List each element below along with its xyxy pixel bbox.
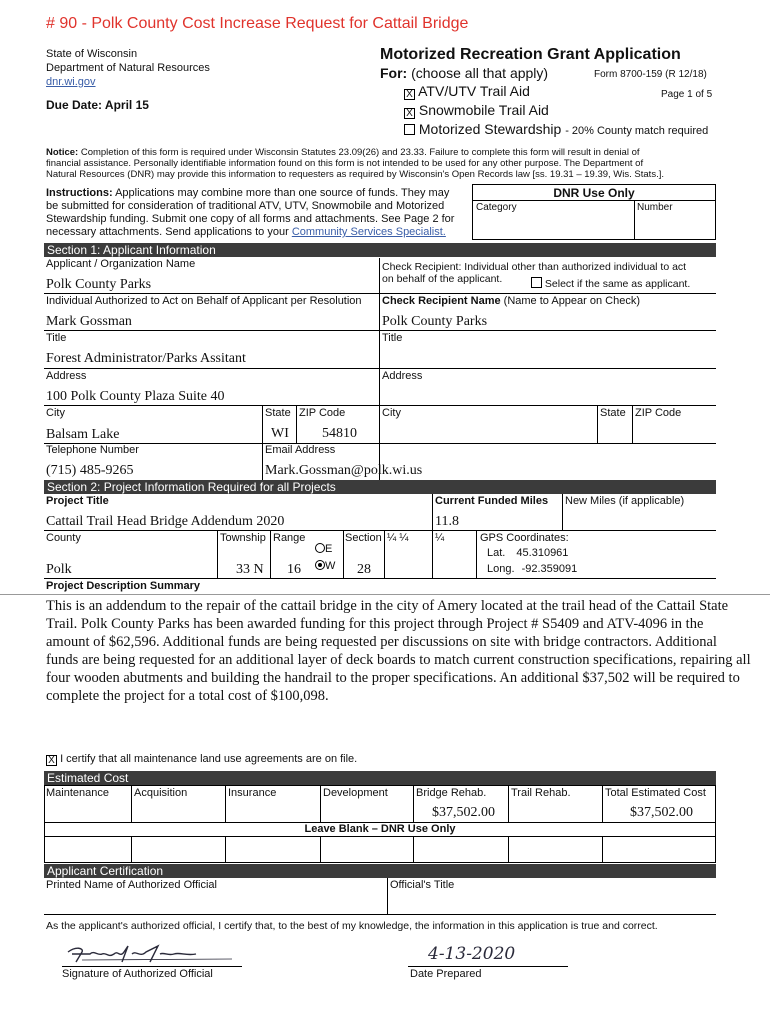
- auth-field[interactable]: Mark Gossman: [46, 314, 132, 329]
- atv-label: ATV/UTV Trail Aid: [418, 83, 530, 99]
- snowmobile-checkbox[interactable]: X: [404, 108, 415, 119]
- cost-col-trail: Trail Rehab.: [511, 787, 571, 799]
- estimated-cost-header: Estimated Cost: [44, 771, 716, 785]
- notice-line2: financial assistance. Personally identifiable information found on this form is not intended to be used for any other purpose. The Department of: [46, 158, 644, 169]
- agency-department: Department of Natural Resources: [46, 62, 210, 74]
- form-name: Motorized Recreation Grant Application: [380, 46, 681, 63]
- instructions-text-4: necessary attachments. Send applications to your: [46, 226, 289, 238]
- title-label-right: Title: [382, 332, 403, 344]
- state-field[interactable]: WI: [271, 426, 289, 441]
- signature-image: [62, 942, 242, 966]
- township-label: Township: [220, 532, 266, 544]
- option-snowmobile[interactable]: [404, 102, 549, 119]
- state-label: State: [265, 407, 291, 419]
- bridge-cost-field[interactable]: $37,502.00: [432, 805, 495, 820]
- lat-field[interactable]: 45.310961: [516, 547, 569, 559]
- zip-label: ZIP Code: [299, 407, 346, 419]
- long-row: [487, 563, 577, 575]
- section-field[interactable]: 28: [357, 562, 371, 577]
- check-recipient-label-2: on behalf of the applicant.: [382, 273, 503, 285]
- new-miles-label: New Miles (if applicable): [565, 495, 685, 507]
- page-number: Page 1 of 5: [661, 89, 713, 100]
- summary-line-6: complete the project for a total cost of $100,098.: [46, 688, 329, 704]
- summary-label: Project Description Summary: [46, 580, 201, 592]
- cost-col-maintenance: Maintenance: [46, 787, 109, 799]
- project-title-label: Project Title: [46, 495, 109, 507]
- option-atv[interactable]: [404, 83, 530, 100]
- summary-line-1: This is an addendum to the repair of the cattail bridge in the city of Amery located at the trail head of the Cattail State: [46, 598, 729, 614]
- county-label: County: [46, 532, 81, 544]
- cost-col-development: Development: [323, 787, 388, 799]
- east-label: E: [325, 543, 333, 555]
- lat-row: [487, 547, 568, 559]
- form-number: Form 8700-159 (R 12/18): [594, 69, 707, 80]
- section1-header: Section 1: Applicant Information: [44, 243, 716, 257]
- current-miles-field[interactable]: 11.8: [435, 514, 459, 529]
- select-same-label: Select if the same as applicant.: [544, 278, 691, 290]
- section2-header: Section 2: Project Information Required for all Projects: [44, 480, 716, 494]
- community-services-link[interactable]: Community Services Specialist.: [291, 226, 446, 238]
- snowmobile-label: Snowmobile Trail Aid: [418, 102, 549, 118]
- title-field[interactable]: Forest Administrator/Parks Assitant: [46, 351, 246, 366]
- instructions-label: Instructions:: [46, 187, 113, 199]
- city-label: City: [46, 407, 65, 419]
- range-field[interactable]: 16: [287, 562, 301, 577]
- certify-text: I certify that all maintenance land use agreements are on file.: [60, 753, 358, 765]
- county-field[interactable]: Polk: [46, 562, 72, 577]
- date-prepared-label: Date Prepared: [410, 968, 482, 980]
- range-east-option[interactable]: [315, 543, 332, 555]
- instructions-line4: [46, 226, 446, 238]
- due-date: Due Date: April 15: [46, 98, 149, 112]
- project-title-field[interactable]: Cattail Trail Head Bridge Addendum 2020: [46, 514, 285, 529]
- township-field[interactable]: 33 N: [236, 562, 264, 577]
- summary-line-2: Trail. Polk County Parks has been awarded funding for this project through Project # S5409 and ATV-4096 in the: [46, 616, 704, 632]
- current-miles-label: Current Funded Miles: [435, 495, 549, 507]
- agency-link[interactable]: dnr.wi.gov: [46, 76, 96, 88]
- stewardship-note: - 20% County match required: [565, 125, 709, 137]
- quarter-label: ¼ ¼: [387, 532, 409, 544]
- dnr-use-title: DNR Use Only: [553, 186, 635, 200]
- dnr-number-label: Number: [637, 202, 673, 213]
- range-west-option[interactable]: [315, 560, 335, 572]
- address-label: Address: [46, 370, 87, 382]
- certify-checkbox[interactable]: X: [46, 755, 57, 766]
- range-label: Range: [273, 532, 306, 544]
- email-label: Email Address: [265, 444, 336, 456]
- agency-state: State of Wisconsin: [46, 48, 138, 60]
- lat-label: Lat.: [487, 547, 506, 559]
- long-field[interactable]: -92.359091: [521, 563, 578, 575]
- check-name-label-bold: Check Recipient Name: [382, 295, 501, 307]
- phone-label: Telephone Number: [46, 444, 139, 456]
- org-field[interactable]: Polk County Parks: [46, 277, 152, 292]
- check-name-label-note: (Name to Appear on Check): [503, 295, 641, 307]
- check-recipient-label-1: Check Recipient: Individual other than authorized individual to act: [382, 261, 687, 273]
- cost-col-bridge: Bridge Rehab.: [416, 787, 487, 799]
- address-field[interactable]: 100 Polk County Plaza Suite 40: [46, 389, 225, 404]
- city-label-right: City: [382, 407, 401, 419]
- section-label: Section: [345, 532, 382, 544]
- certification-statement: As the applicant's authorized official, I certify that, to the best of my knowledge, the information in this application is true and correct.: [46, 920, 658, 932]
- auth-label: Individual Authorized to Act on Behalf of Applicant per Resolution: [46, 295, 362, 307]
- cost-col-total: Total Estimated Cost: [605, 787, 706, 799]
- atv-checkbox[interactable]: X: [404, 89, 415, 100]
- stewardship-label: Motorized Stewardship: [418, 121, 562, 137]
- signature-scribble: [62, 942, 242, 966]
- summary-line-4: funds are being requested for an additional layer of deck boards to match current construction specifications, repairing all: [46, 652, 751, 668]
- certification-header: Applicant Certification: [44, 864, 716, 878]
- select-same-option[interactable]: [531, 277, 690, 290]
- west-radio[interactable]: [315, 560, 325, 570]
- official-title-label: Official's Title: [390, 879, 455, 891]
- form-for: [380, 65, 548, 81]
- for-label: For:: [380, 65, 408, 81]
- notice-label: Notice:: [46, 147, 79, 158]
- instructions-line3: Stewardship funding. Submit one copy of all forms and attachments. See Page 2 for: [46, 213, 455, 225]
- org-label: Applicant / Organization Name: [46, 258, 196, 270]
- address-label-right: Address: [382, 370, 423, 382]
- instructions-text-1: Applications may combine more than one source of funds. They may: [115, 187, 450, 199]
- cost-col-acquisition: Acquisition: [134, 787, 188, 799]
- total-cost-field[interactable]: $37,502.00: [630, 805, 693, 820]
- select-same-checkbox[interactable]: [531, 277, 542, 288]
- gps-label: GPS Coordinates:: [480, 532, 569, 544]
- for-note: (choose all that apply): [411, 65, 549, 81]
- instructions-line1: [46, 187, 449, 199]
- email-field[interactable]: Mark.Gossman@polk.wi.us: [265, 463, 423, 478]
- zip-field[interactable]: 54810: [322, 426, 357, 441]
- west-label: W: [325, 560, 336, 572]
- zip-label-right: ZIP Code: [635, 407, 682, 419]
- page-title: # 90 - Polk County Cost Increase Request for Cattail Bridge: [46, 15, 469, 32]
- certify-row[interactable]: [46, 753, 357, 766]
- dnr-category-label: Category: [476, 202, 517, 213]
- signature-label: Signature of Authorized Official: [62, 968, 213, 980]
- printed-name-label: Printed Name of Authorized Official: [46, 879, 217, 891]
- long-label: Long.: [487, 563, 515, 575]
- title-label: Title: [46, 332, 67, 344]
- date-prepared-field[interactable]: 4-13-2020: [428, 944, 516, 964]
- check-name-field[interactable]: Polk County Parks: [382, 314, 488, 329]
- quarter-sub-label: ¼: [435, 532, 445, 544]
- check-name-label: [382, 295, 640, 307]
- summary-line-5: four wooden abutments and building the handrail to the proper specifications. An additional $37,502 will be required to: [46, 670, 740, 686]
- summary-line-3: amount of $62,596. Additional funds are being requested per discussions on site with bridge contractors. Additional: [46, 634, 717, 650]
- cost-col-insurance: Insurance: [228, 787, 277, 799]
- notice-line1: [46, 147, 640, 158]
- phone-field[interactable]: (715) 485-9265: [46, 463, 134, 478]
- instructions-line2: be submitted for consideration of traditional ATV, UTV, Snowmobile and Motorized: [46, 200, 445, 212]
- east-radio[interactable]: [315, 543, 325, 553]
- notice-text-1: Completion of this form is required under Wisconsin Statutes 23.09(26) and 23.33. Failure to complete this form will result in denial of: [80, 147, 640, 158]
- option-stewardship[interactable]: [404, 121, 708, 137]
- state-label-right: State: [600, 407, 626, 419]
- city-field[interactable]: Balsam Lake: [46, 427, 120, 442]
- stewardship-checkbox[interactable]: [404, 124, 415, 135]
- leave-blank-label: Leave Blank – DNR Use Only: [304, 823, 456, 835]
- notice-line3: Natural Resources (DNR) may provide this information to requesters as required by Wisconsin's Open Records law [ss. 19.31 – 19.39, Wis. Stats.].: [46, 169, 664, 180]
